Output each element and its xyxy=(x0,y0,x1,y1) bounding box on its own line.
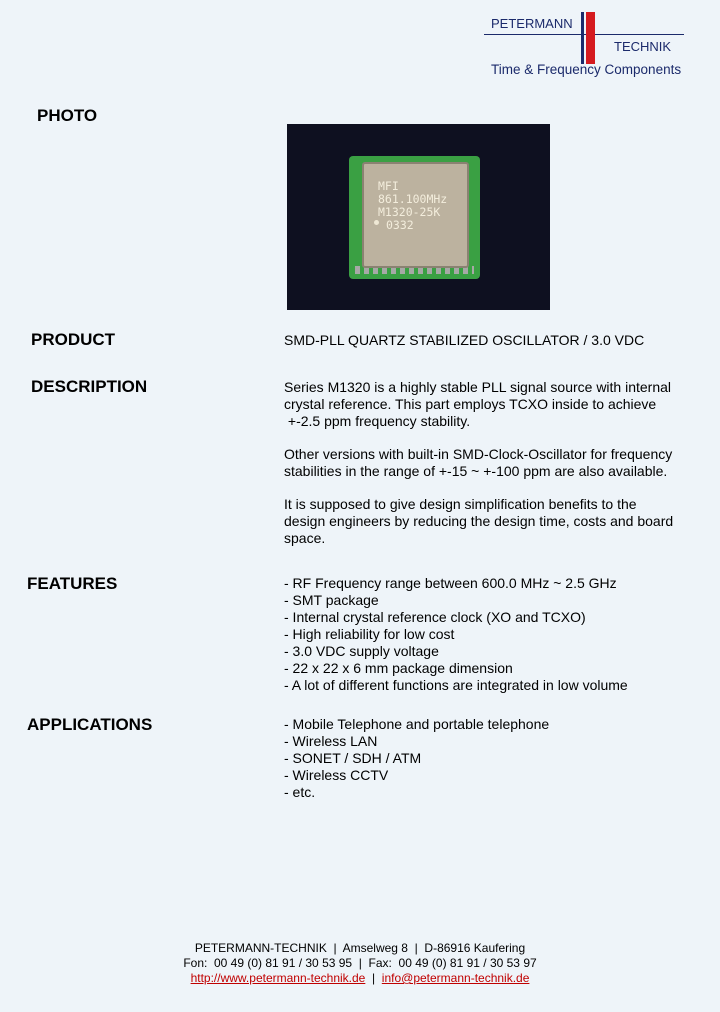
logo-name-line1: PETERMANN xyxy=(491,16,573,31)
description-paragraph xyxy=(284,379,673,430)
footer-separator: | xyxy=(365,971,382,985)
features-item: - 22 x 22 x 6 mm package dimension xyxy=(284,660,513,676)
footer-address: PETERMANN-TECHNIK | Amselweg 8 | D-86916 Kaufering xyxy=(194,941,526,955)
description-line: design engineers by reducing the design time, costs and board xyxy=(284,513,674,529)
applications-item: - SONET / SDH / ATM xyxy=(284,750,422,766)
applications-item: - Wireless LAN xyxy=(284,733,378,749)
applications-heading: APPLICATIONS xyxy=(27,715,153,734)
description-paragraph xyxy=(284,446,673,480)
footer xyxy=(0,941,720,986)
description-body xyxy=(284,379,673,563)
description-line: space. xyxy=(284,530,326,546)
features-list xyxy=(284,575,628,694)
description-line: crystal reference. This part employs TCXO inside to achieve xyxy=(284,396,657,412)
applications-item: - Wireless CCTV xyxy=(284,767,389,783)
footer-links xyxy=(0,971,720,986)
features-item: - 3.0 VDC supply voltage xyxy=(284,643,439,659)
features-item: - High reliability for low cost xyxy=(284,626,455,642)
description-heading: DESCRIPTION xyxy=(31,377,148,396)
photo-heading: PHOTO xyxy=(37,106,98,125)
features-item: - SMT package xyxy=(284,592,379,608)
logo-bar-navy xyxy=(581,12,584,64)
chip-marking-line: 0332 xyxy=(386,218,414,232)
logo-rule xyxy=(484,34,684,35)
chip-marking-line: 861.100MHz xyxy=(378,192,448,206)
description-line: Series M1320 is a highly stable PLL signal source with internal xyxy=(284,379,672,395)
product-text: SMD-PLL QUARTZ STABILIZED OSCILLATOR / 3.0 VDC xyxy=(284,332,645,348)
pin1-dot xyxy=(374,220,379,225)
applications-item: - Mobile Telephone and portable telephone xyxy=(284,716,550,732)
chip-marking-line: M1320-25K xyxy=(378,205,441,219)
description-line: +-2.5 ppm frequency stability. xyxy=(284,413,471,429)
features-item: - A lot of different functions are integrated in low volume xyxy=(284,677,628,693)
footer-phone-fax: Fon: 00 49 (0) 81 91 / 30 53 95 | Fax: 00 49 (0) 81 91 / 30 53 97 xyxy=(183,956,537,970)
website-link[interactable]: http://www.petermann-technik.de xyxy=(190,971,366,985)
company-logo xyxy=(484,8,690,82)
product-heading: PRODUCT xyxy=(31,330,116,349)
chip-marking-line: MFI xyxy=(378,179,399,193)
applications-list xyxy=(284,716,549,801)
description-line: stabilities in the range of +-15 ~ +-100 ppm are also available. xyxy=(284,463,668,479)
chip-marking xyxy=(378,180,447,232)
features-heading: FEATURES xyxy=(27,574,118,593)
features-item: - Internal crystal reference clock (XO and TCXO) xyxy=(284,609,586,625)
description-paragraph xyxy=(284,496,673,547)
logo-bar-red xyxy=(586,12,595,64)
oscillator-can xyxy=(362,162,469,268)
logo-name-line2: TECHNIK xyxy=(614,39,672,54)
email-link[interactable]: info@petermann-technik.de xyxy=(381,971,530,985)
product-photo xyxy=(287,124,550,310)
description-line: Other versions with built-in SMD-Clock-Oscillator for frequency xyxy=(284,446,673,462)
features-item: - RF Frequency range between 600.0 MHz ~ 2.5 GHz xyxy=(284,575,617,591)
description-line: It is supposed to give design simplification benefits to the xyxy=(284,496,637,512)
applications-item: - etc. xyxy=(284,784,316,800)
logo-tagline: Time & Frequency Components xyxy=(491,62,682,77)
